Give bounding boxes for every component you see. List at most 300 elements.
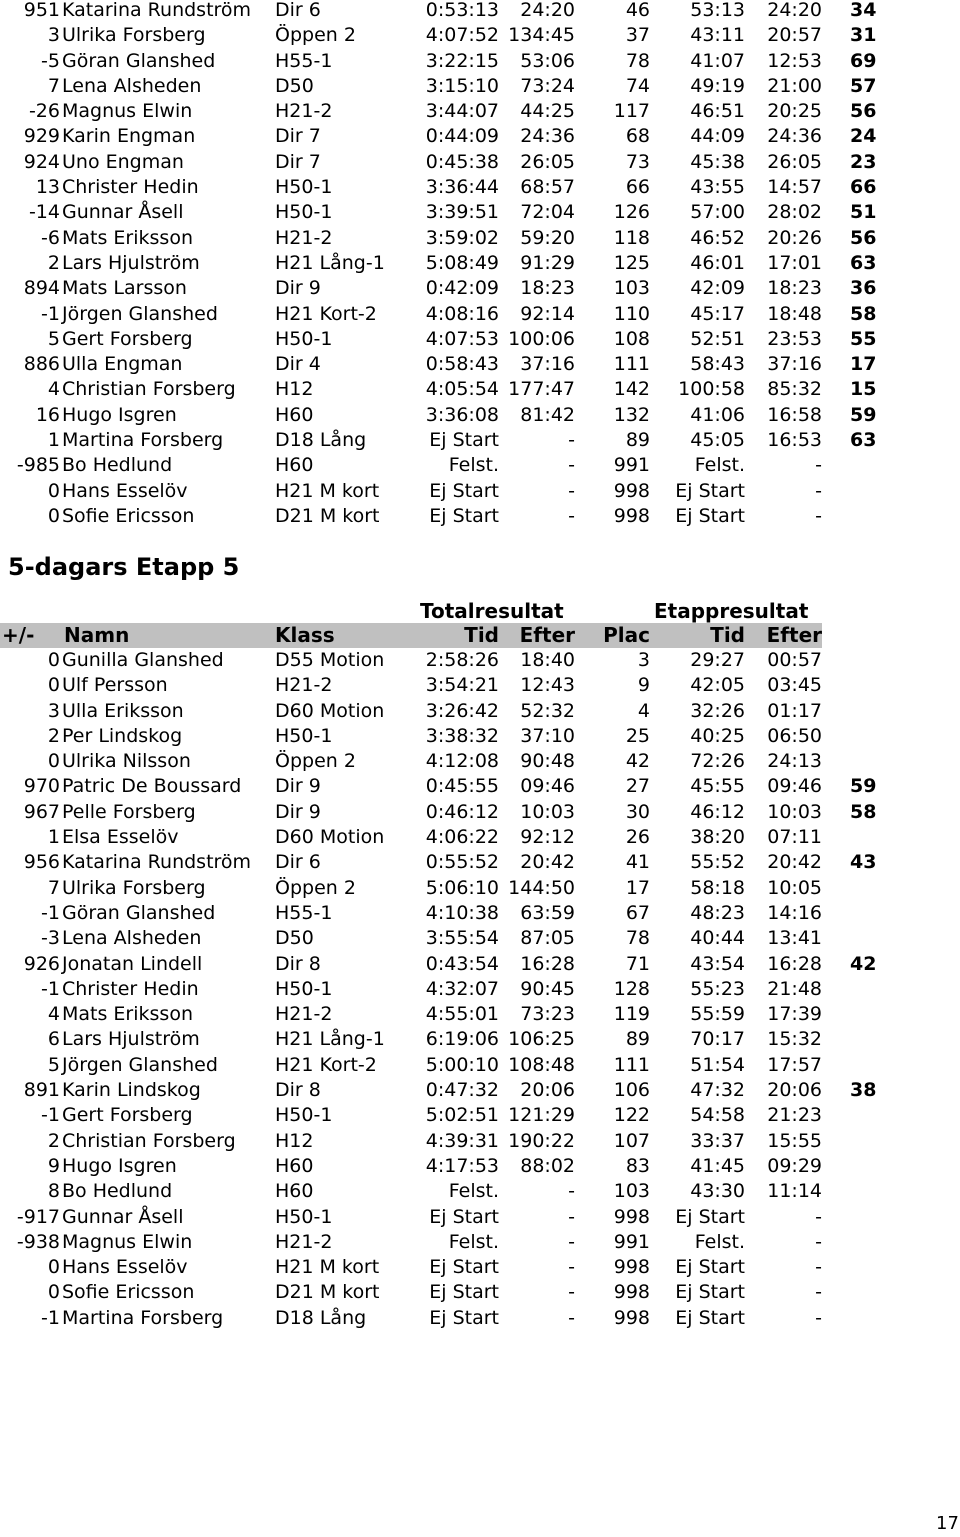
total-time-cell: 4:05:54: [425, 378, 499, 401]
stage-behind-cell: 15:55: [767, 1129, 822, 1152]
table-row: [0, 825, 960, 850]
plus-minus-cell: 1: [47, 429, 60, 452]
class-cell: Öppen 2: [275, 24, 356, 47]
stage-behind-cell: -: [815, 1256, 822, 1279]
class-cell: D18 Lång: [275, 429, 367, 452]
total-behind-cell: 134:45: [508, 24, 575, 47]
stage-time-cell: 40:44: [690, 927, 745, 950]
place-cell: 78: [625, 927, 650, 950]
total-behind-cell: -: [568, 1180, 575, 1203]
class-cell: D55 Motion: [275, 649, 385, 671]
col-header-efter: Efter: [519, 623, 575, 647]
name-cell: Jörgen Glanshed: [62, 1053, 218, 1076]
total-behind-cell: 72:04: [520, 201, 575, 224]
stage-time-cell: 58:43: [690, 353, 745, 376]
class-cell: H21 M kort: [275, 479, 380, 502]
place-cell: 42: [625, 750, 650, 773]
plus-minus-cell: -917: [16, 1205, 60, 1228]
stage-behind-cell: 11:14: [767, 1180, 822, 1203]
plus-minus-cell: 951: [23, 0, 60, 21]
stage-time-cell: 29:27: [690, 649, 745, 671]
total-behind-cell: 16:28: [520, 952, 575, 975]
total-time-cell: Ej Start: [429, 1256, 499, 1279]
total-behind-cell: 52:32: [520, 699, 575, 722]
class-cell: H21 Lång-1: [275, 1028, 385, 1051]
place-cell: 998: [613, 479, 650, 502]
plus-minus-cell: 0: [47, 750, 60, 773]
class-cell: D21 M kort: [275, 504, 380, 527]
class-cell: Dir 8: [275, 1079, 321, 1102]
place-cell: 83: [625, 1154, 650, 1177]
table-row: [0, 1205, 960, 1230]
stage-behind-cell: 24:20: [767, 0, 822, 21]
stage-time-cell: 41:06: [690, 403, 745, 426]
table-row: [0, 99, 960, 124]
total-behind-cell: 100:06: [508, 327, 575, 350]
stage-time-cell: 58:18: [690, 876, 745, 899]
stage-behind-cell: 24:36: [767, 125, 822, 148]
total-time-cell: 3:15:10: [425, 74, 499, 97]
total-behind-cell: 90:48: [520, 750, 575, 773]
stage-time-cell: 46:52: [690, 226, 745, 249]
class-cell: D60 Motion: [275, 699, 385, 722]
table-row: [0, 479, 960, 504]
total-behind-cell: -: [568, 1205, 575, 1228]
total-time-cell: 3:36:44: [425, 176, 499, 199]
name-cell: Gert Forsberg: [62, 1104, 193, 1127]
total-time-cell: 4:32:07: [425, 977, 499, 1000]
name-cell: Bo Hedlund: [62, 454, 173, 477]
total-time-cell: 0:44:09: [425, 125, 499, 148]
plus-minus-cell: 2: [47, 724, 60, 747]
class-cell: Dir 8: [275, 952, 321, 975]
place-cell: 118: [613, 226, 650, 249]
table-row: [0, 1230, 960, 1255]
place-cell: 27: [625, 775, 650, 798]
place-cell: 998: [613, 504, 650, 527]
name-cell: Mats Eriksson: [62, 226, 193, 249]
name-cell: Gunnar Åsell: [62, 201, 184, 224]
stage-behind-cell: 10:03: [767, 800, 822, 823]
total-time-cell: Ej Start: [429, 479, 499, 502]
points-cell: 43: [850, 851, 877, 874]
plus-minus-cell: 967: [23, 800, 60, 823]
points-cell: 56: [850, 226, 877, 249]
name-cell: Göran Glanshed: [62, 901, 216, 924]
points-cell: 38: [850, 1079, 877, 1102]
plus-minus-cell: 0: [47, 1256, 60, 1279]
table-row: [0, 453, 960, 478]
table-row: [0, 850, 960, 875]
place-cell: 110: [613, 302, 650, 325]
plus-minus-cell: 956: [23, 851, 60, 874]
stage-time-cell: 46:01: [690, 251, 745, 274]
total-time-cell: Felst.: [448, 454, 499, 477]
table-row: [0, 1002, 960, 1027]
plus-minus-cell: 9: [47, 1154, 60, 1177]
place-cell: 89: [625, 429, 650, 452]
plus-minus-cell: -6: [41, 226, 60, 249]
plus-minus-cell: -5: [41, 49, 60, 72]
table-row: [0, 977, 960, 1002]
total-behind-cell: 10:03: [520, 800, 575, 823]
stage-behind-cell: 20:26: [767, 226, 822, 249]
total-time-cell: 5:06:10: [425, 876, 499, 899]
table-row: [0, 876, 960, 901]
class-cell: H21 M kort: [275, 1256, 380, 1279]
total-time-cell: 3:36:08: [425, 403, 499, 426]
place-cell: 17: [625, 876, 650, 899]
plus-minus-cell: -1: [41, 901, 60, 924]
name-cell: Lars Hjulström: [62, 1028, 200, 1051]
total-time-cell: 3:44:07: [425, 100, 499, 123]
table-row: [0, 1154, 960, 1179]
class-cell: H21 Kort-2: [275, 302, 377, 325]
name-cell: Katarina Rundström: [62, 0, 252, 21]
plus-minus-cell: 8: [47, 1180, 60, 1203]
total-time-cell: 3:55:54: [425, 927, 499, 950]
stage-behind-cell: 28:02: [767, 201, 822, 224]
name-cell: Uno Engman: [62, 150, 184, 173]
stage-behind-cell: 26:05: [767, 150, 822, 173]
table-row: [0, 1280, 960, 1305]
name-cell: Mats Larsson: [62, 277, 187, 300]
stage-behind-cell: 10:05: [767, 876, 822, 899]
col-header-tid: Tid: [464, 623, 499, 647]
total-time-cell: 0:46:12: [425, 800, 499, 823]
total-behind-cell: -: [568, 1230, 575, 1253]
place-cell: 125: [613, 251, 650, 274]
plus-minus-cell: 3: [47, 24, 60, 47]
total-behind-cell: -: [568, 1306, 575, 1329]
name-cell: Göran Glanshed: [62, 49, 216, 72]
class-cell: H60: [275, 403, 314, 426]
plus-minus-cell: 1: [47, 826, 60, 849]
points-cell: 58: [850, 800, 877, 823]
total-behind-cell: -: [568, 504, 575, 527]
group-header-etapp: Etappresultat: [654, 599, 809, 623]
points-cell: 59: [850, 403, 877, 426]
table-row: [0, 926, 960, 951]
plus-minus-cell: 4: [47, 378, 60, 401]
total-time-cell: 0:45:55: [425, 775, 499, 798]
points-cell: 24: [850, 125, 877, 148]
stage-time-cell: 55:23: [690, 977, 745, 1000]
stage-time-cell: Felst.: [694, 454, 745, 477]
stage-behind-cell: -: [815, 454, 822, 477]
table-row: [0, 1053, 960, 1078]
name-cell: Ulf Persson: [62, 674, 168, 697]
plus-minus-cell: 7: [47, 876, 60, 899]
place-cell: 26: [625, 826, 650, 849]
plus-minus-cell: 0: [47, 479, 60, 502]
total-time-cell: 5:02:51: [425, 1104, 499, 1127]
total-behind-cell: 53:06: [520, 49, 575, 72]
stage-behind-cell: 24:13: [767, 750, 822, 773]
total-time-cell: 3:59:02: [425, 226, 499, 249]
total-behind-cell: 92:12: [520, 826, 575, 849]
place-cell: 122: [613, 1104, 650, 1127]
total-behind-cell: 20:42: [520, 851, 575, 874]
plus-minus-cell: 0: [47, 674, 60, 697]
place-cell: 998: [613, 1281, 650, 1304]
total-behind-cell: 177:47: [508, 378, 575, 401]
stage-behind-cell: 20:57: [767, 24, 822, 47]
total-time-cell: 2:58:26: [425, 649, 499, 671]
total-behind-cell: 09:46: [520, 775, 575, 798]
place-cell: 998: [613, 1205, 650, 1228]
stage-behind-cell: -: [815, 1281, 822, 1304]
class-cell: Dir 9: [275, 800, 321, 823]
stage-time-cell: 46:12: [690, 800, 745, 823]
col-header-plac: Plac: [603, 623, 650, 647]
points-cell: 23: [850, 150, 877, 173]
table-row: [0, 175, 960, 200]
col-header-klass: Klass: [275, 623, 335, 647]
name-cell: Jörgen Glanshed: [62, 302, 218, 325]
points-cell: 58: [850, 302, 877, 325]
total-time-cell: 5:00:10: [425, 1053, 499, 1076]
total-time-cell: 4:07:52: [425, 24, 499, 47]
points-cell: 36: [850, 277, 877, 300]
table-row: [0, 428, 960, 453]
class-cell: H21-2: [275, 1230, 333, 1253]
total-behind-cell: 108:48: [508, 1053, 575, 1076]
table-row: [0, 302, 960, 327]
place-cell: 73: [625, 150, 650, 173]
total-behind-cell: 121:29: [508, 1104, 575, 1127]
name-cell: Martina Forsberg: [62, 429, 224, 452]
total-time-cell: 0:55:52: [425, 851, 499, 874]
table-row: [0, 724, 960, 749]
place-cell: 103: [613, 277, 650, 300]
total-time-cell: 0:53:13: [425, 0, 499, 21]
table-row: [0, 226, 960, 251]
total-behind-cell: -: [568, 454, 575, 477]
name-cell: Hans Esselöv: [62, 1256, 188, 1279]
total-time-cell: 3:38:32: [425, 724, 499, 747]
table-row: [0, 952, 960, 977]
name-cell: Gunilla Glanshed: [62, 649, 224, 671]
table-row: [0, 49, 960, 74]
stage-time-cell: Felst.: [694, 1230, 745, 1253]
place-cell: 106: [613, 1079, 650, 1102]
place-cell: 89: [625, 1028, 650, 1051]
stage-time-cell: 41:07: [690, 49, 745, 72]
total-time-cell: 0:45:38: [425, 150, 499, 173]
total-time-cell: 3:22:15: [425, 49, 499, 72]
name-cell: Gert Forsberg: [62, 327, 193, 350]
points-cell: 63: [850, 429, 877, 452]
class-cell: H60: [275, 454, 314, 477]
stage-time-cell: 57:00: [690, 201, 745, 224]
total-behind-cell: 81:42: [520, 403, 575, 426]
name-cell: Christian Forsberg: [62, 1129, 236, 1152]
stage-time-cell: 55:52: [690, 851, 745, 874]
stage-behind-cell: 16:58: [767, 403, 822, 426]
total-time-cell: Ej Start: [429, 1306, 499, 1329]
total-behind-cell: 106:25: [508, 1028, 575, 1051]
name-cell: Elsa Esselöv: [62, 826, 179, 849]
total-behind-cell: 91:29: [520, 251, 575, 274]
points-cell: 66: [850, 176, 877, 199]
table-row: [0, 251, 960, 276]
class-cell: H21-2: [275, 1003, 333, 1026]
plus-minus-cell: 7: [47, 74, 60, 97]
total-behind-cell: -: [568, 429, 575, 452]
place-cell: 68: [625, 125, 650, 148]
total-behind-cell: -: [568, 1281, 575, 1304]
stage-behind-cell: 17:39: [767, 1003, 822, 1026]
total-behind-cell: 44:25: [520, 100, 575, 123]
section-title: 5-dagars Etapp 5: [8, 553, 240, 581]
stage-time-cell: 42:09: [690, 277, 745, 300]
total-time-cell: 4:10:38: [425, 901, 499, 924]
stage-time-cell: 46:51: [690, 100, 745, 123]
table-row: [0, 0, 960, 23]
total-behind-cell: -: [568, 479, 575, 502]
total-behind-cell: 12:43: [520, 674, 575, 697]
stage-behind-cell: 20:06: [767, 1079, 822, 1102]
name-cell: Bo Hedlund: [62, 1180, 173, 1203]
table-row: [0, 901, 960, 926]
stage-behind-cell: 18:23: [767, 277, 822, 300]
stage-behind-cell: 09:29: [767, 1154, 822, 1177]
stage-behind-cell: 21:48: [767, 977, 822, 1000]
stage-time-cell: 45:05: [690, 429, 745, 452]
stage-time-cell: 43:11: [690, 24, 745, 47]
class-cell: D50: [275, 74, 314, 97]
class-cell: H55-1: [275, 901, 333, 924]
plus-minus-cell: -1: [41, 1306, 60, 1329]
points-cell: 17: [850, 353, 877, 376]
plus-minus-cell: 891: [23, 1079, 60, 1102]
name-cell: Jonatan Lindell: [62, 952, 203, 975]
plus-minus-cell: 929: [23, 125, 60, 148]
place-cell: 78: [625, 49, 650, 72]
total-time-cell: 3:26:42: [425, 699, 499, 722]
stage-behind-cell: 14:16: [767, 901, 822, 924]
table-row: [0, 200, 960, 225]
name-cell: Hans Esselöv: [62, 479, 188, 502]
stage-time-cell: 44:09: [690, 125, 745, 148]
stage-behind-cell: 06:50: [767, 724, 822, 747]
place-cell: 71: [625, 952, 650, 975]
plus-minus-cell: 5: [47, 1053, 60, 1076]
stage-time-cell: 33:37: [690, 1129, 745, 1152]
class-cell: H12: [275, 1129, 314, 1152]
plus-minus-cell: -1: [41, 1104, 60, 1127]
table-row: [0, 699, 960, 724]
class-cell: H21 Kort-2: [275, 1053, 377, 1076]
name-cell: Magnus Elwin: [62, 1230, 193, 1253]
place-cell: 991: [613, 454, 650, 477]
name-cell: Sofie Ericsson: [62, 1281, 195, 1304]
place-cell: 3: [637, 649, 650, 671]
total-time-cell: 4:39:31: [425, 1129, 499, 1152]
plus-minus-cell: 926: [23, 952, 60, 975]
place-cell: 41: [625, 851, 650, 874]
stage-behind-cell: 17:57: [767, 1053, 822, 1076]
place-cell: 111: [613, 1053, 650, 1076]
place-cell: 108: [613, 327, 650, 350]
table-row: [0, 504, 960, 529]
total-behind-cell: 20:06: [520, 1079, 575, 1102]
name-cell: Ulla Engman: [62, 353, 183, 376]
stage-time-cell: 51:54: [690, 1053, 745, 1076]
name-cell: Lena Alsheden: [62, 927, 202, 950]
table-row: [0, 124, 960, 149]
stage-behind-cell: 20:42: [767, 851, 822, 874]
name-cell: Christer Hedin: [62, 977, 199, 1000]
stage-behind-cell: 15:32: [767, 1028, 822, 1051]
table-row: [0, 150, 960, 175]
total-time-cell: 4:07:53: [425, 327, 499, 350]
plus-minus-cell: 6: [47, 1028, 60, 1051]
stage-behind-cell: 14:57: [767, 176, 822, 199]
stage-behind-cell: 01:17: [767, 699, 822, 722]
name-cell: Christer Hedin: [62, 176, 199, 199]
class-cell: H21 Lång-1: [275, 251, 385, 274]
plus-minus-cell: 924: [23, 150, 60, 173]
class-cell: H50-1: [275, 201, 333, 224]
class-cell: Dir 7: [275, 125, 321, 148]
points-cell: 42: [850, 952, 877, 975]
stage-time-cell: 32:26: [690, 699, 745, 722]
plus-minus-cell: 0: [47, 1281, 60, 1304]
stage-behind-cell: 07:11: [767, 826, 822, 849]
stage-time-cell: 54:58: [690, 1104, 745, 1127]
total-time-cell: Ej Start: [429, 504, 499, 527]
stage-behind-cell: 16:53: [767, 429, 822, 452]
total-behind-cell: 88:02: [520, 1154, 575, 1177]
total-time-cell: 6:19:06: [425, 1028, 499, 1051]
name-cell: Martina Forsberg: [62, 1306, 224, 1329]
name-cell: Christian Forsberg: [62, 378, 236, 401]
stage-time-cell: 100:58: [678, 378, 745, 401]
place-cell: 126: [613, 201, 650, 224]
total-behind-cell: 144:50: [508, 876, 575, 899]
stage-time-cell: 40:25: [690, 724, 745, 747]
col-header-etapp-tid: Tid: [710, 623, 745, 647]
name-cell: Ulrika Forsberg: [62, 24, 206, 47]
stage-time-cell: 38:20: [690, 826, 745, 849]
stage-time-cell: Ej Start: [675, 479, 745, 502]
place-cell: 998: [613, 1306, 650, 1329]
total-behind-cell: 18:23: [520, 277, 575, 300]
total-behind-cell: 26:05: [520, 150, 575, 173]
stage-behind-cell: 23:53: [767, 327, 822, 350]
class-cell: H12: [275, 378, 314, 401]
points-cell: 59: [850, 775, 877, 798]
class-cell: Dir 4: [275, 353, 321, 376]
stage-time-cell: 45:55: [690, 775, 745, 798]
total-time-cell: Ej Start: [429, 429, 499, 452]
plus-minus-cell: 2: [47, 251, 60, 274]
stage-behind-cell: 20:25: [767, 100, 822, 123]
class-cell: Dir 9: [275, 277, 321, 300]
class-cell: D18 Lång: [275, 1306, 367, 1329]
class-cell: H60: [275, 1180, 314, 1203]
stage-time-cell: 55:59: [690, 1003, 745, 1026]
table-row: [0, 1129, 960, 1154]
stage-behind-cell: -: [815, 1230, 822, 1253]
class-cell: H50-1: [275, 1104, 333, 1127]
plus-minus-cell: -1: [41, 977, 60, 1000]
name-cell: Hugo Isgren: [62, 403, 177, 426]
stage-time-cell: 72:26: [690, 750, 745, 773]
stage-behind-cell: 85:32: [767, 378, 822, 401]
